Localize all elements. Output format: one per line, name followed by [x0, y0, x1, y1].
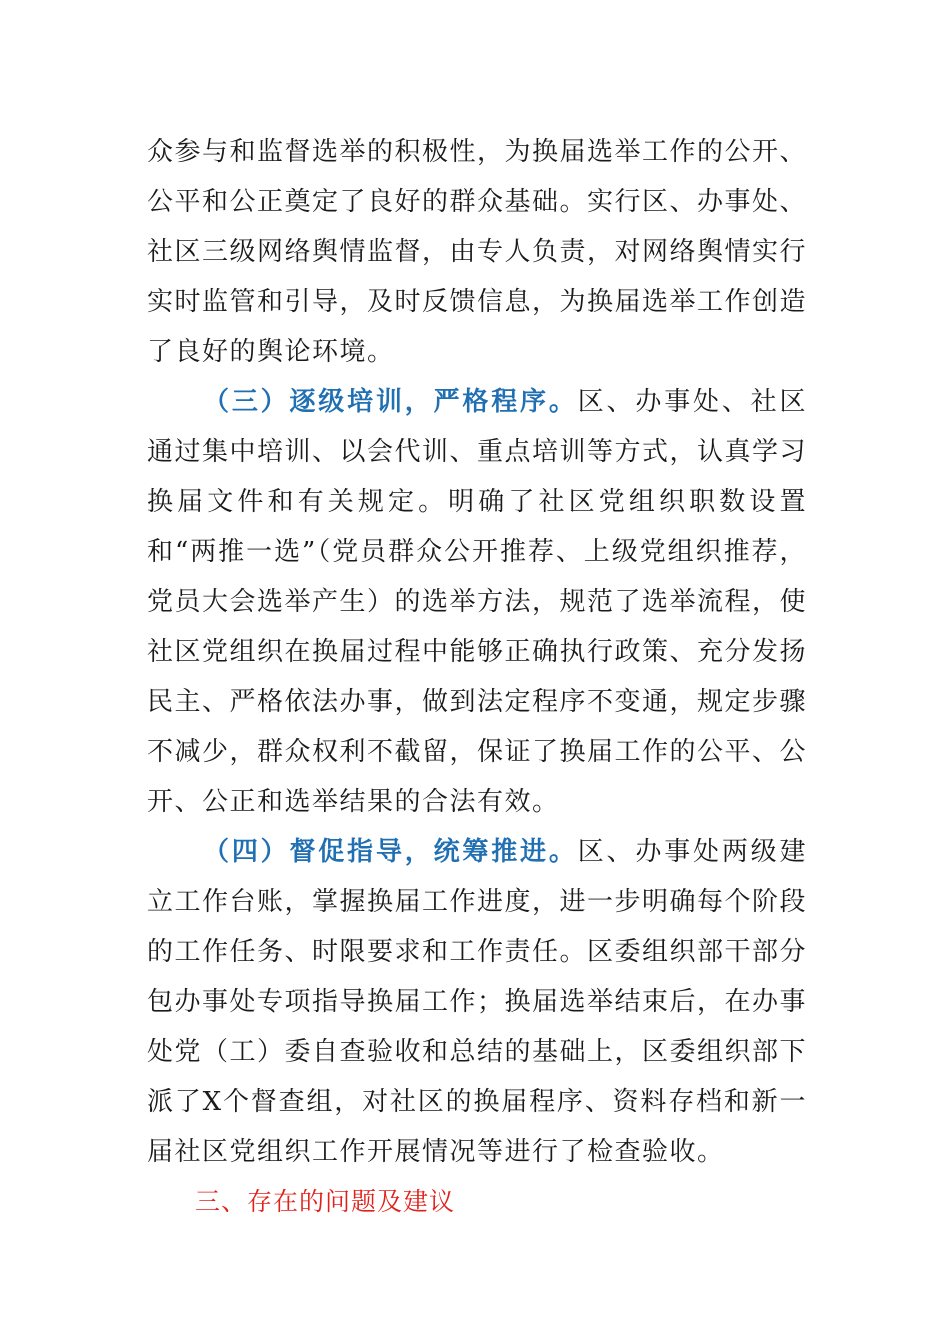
paragraph-guidance	[147, 827, 807, 1177]
paragraph-text: 区、办事处、社区通过集中培训、以会代训、重点培训等方式，认真学习换届文件和有关规定。明确了社区党组织职数设置和“两推一选”（党员群众公开推荐、上级党组织推荐，党员大会选举产生）的选举方法，规范了选举流程，使社区党组织在换届过程中能够正确执行政策、充分发扬民主、严格依法办事，做到法定程序不变通，规定步骤不减少，群众权利不截留，保证了换届工作的公平、公开、公正和选举结果的合法有效。	[147, 387, 808, 817]
document-body	[147, 127, 807, 1227]
paragraph-training	[147, 377, 807, 827]
section-heading-problems: 三、存在的问题及建议	[195, 1187, 456, 1216]
paragraph-continuation	[147, 127, 807, 377]
paragraph-text: 区、办事处两级建立工作台账，掌握换届工作进度，进一步明确每个阶段的工作任务、时限要求和工作责任。区委组织部干部分包办事处专项指导换届工作；换届选举结束后，在办事处党（工）委自查验收和总结的基础上，区委组织部下派了X个督查组，对社区的换届程序、资料存档和新一届社区党组织工作开展情况等进行了检查验收。	[147, 837, 808, 1167]
paragraph-text: 众参与和监督选举的积极性，为换届选举工作的公开、公平和公正奠定了良好的群众基础。实行区、办事处、社区三级网络舆情监督，由专人负责，对网络舆情实行实时监管和引导，及时反馈信息，为换届选举工作创造了良好的舆论环境。	[147, 137, 808, 367]
subheading-guidance: （四）督促指导，统筹推进。	[203, 837, 578, 867]
subheading-training: （三）逐级培训，严格程序。	[203, 387, 578, 417]
